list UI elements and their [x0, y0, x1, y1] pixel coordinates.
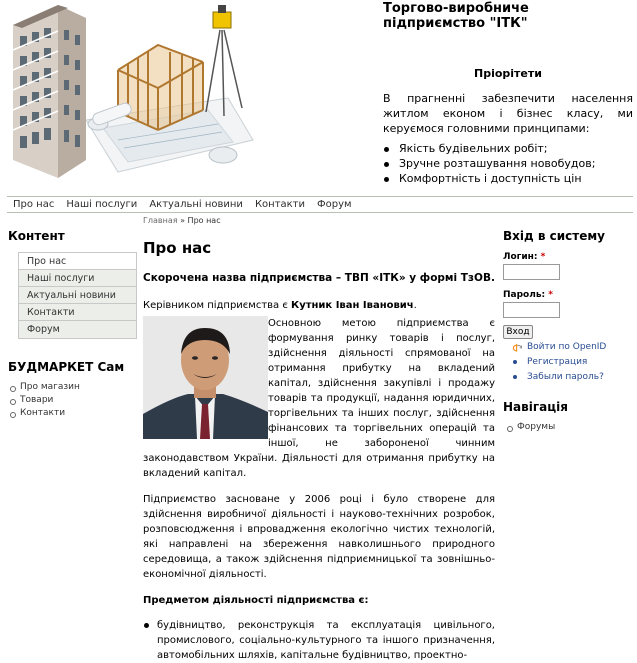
breadcrumb-current: Про нас: [187, 216, 221, 225]
director-prefix: Керівником підприємства є: [143, 300, 292, 311]
forgot-password-link[interactable]: Забыли пароль?: [503, 370, 633, 385]
topnav-forum[interactable]: Форум: [317, 199, 352, 210]
main-content: [143, 216, 495, 663]
content-menu-item-news[interactable]: Актуальні новини: [19, 287, 136, 304]
password-label-text: Пароль:: [503, 290, 546, 300]
openid-link-text: Войти по OpenID: [527, 342, 607, 352]
budmarket-block-title: БУДМАРКЕТ Сам: [8, 360, 125, 374]
company-title: Торгово-виробниче підприємство "ІТК": [383, 1, 529, 31]
director-name: Кутник Іван Іванович: [291, 300, 414, 311]
director-line: [143, 299, 495, 312]
topnav-services[interactable]: Наші послуги: [66, 199, 138, 210]
about-paragraph-1: [143, 316, 495, 481]
list-item: Зручне розташування новобудов;: [383, 156, 633, 171]
priorities-intro: В прагненні забезпечити населення житлом економ і бізнес класу, ми керуємося головними принципами:: [383, 92, 633, 135]
register-link[interactable]: Регистрация: [503, 355, 633, 370]
director-portrait: [143, 316, 268, 439]
content-menu-item-services[interactable]: Наші послуги: [19, 270, 136, 287]
header-hero-image: [8, 0, 253, 180]
budmarket-link-shop[interactable]: Про магазин: [10, 381, 138, 394]
top-navigation: [7, 196, 633, 213]
site-header: [0, 0, 637, 196]
login-button[interactable]: Вход: [503, 325, 533, 339]
director-suffix: .: [413, 300, 417, 311]
content-menu-item-forum[interactable]: Форум: [27, 324, 60, 335]
about-paragraph-1-text: Основною метою підприємства є формування ринку товарів і послуг, здійснення діяльності спрямованої на отримання прибутку на вкладений капітал, здійснення закупівлі і продажу товарів та продукції, надання юридичних, торгівельних та інших послуг, здійснення фінансових та торгівельних операцій та іншої, не забороненої чинним законодавством України. Діяльності для отримання прибутку на вкладений капітал.: [143, 318, 495, 479]
required-mark: *: [548, 290, 553, 300]
content-menu-item-about[interactable]: Про нас: [19, 253, 136, 270]
subject-list: [143, 618, 495, 663]
content-menu-item-contacts[interactable]: Контакти: [19, 304, 136, 321]
breadcrumb-separator: »: [177, 216, 188, 225]
priorities-list: [383, 141, 633, 186]
short-name: Скорочена назва підприємства – ТВП «ІТК» у формі ТзОВ.: [143, 272, 495, 284]
construction-illustration: [8, 0, 253, 180]
content-menu: [18, 252, 137, 339]
openid-link[interactable]: [503, 340, 633, 355]
list-item: Комфортність і доступність цін: [383, 171, 633, 186]
openid-icon: [513, 343, 522, 352]
navigation-block-title: Навігація: [503, 400, 568, 414]
password-input[interactable]: [503, 302, 560, 318]
left-sidebar: [8, 228, 138, 420]
budmarket-links: [10, 381, 138, 420]
navigation-list: [503, 421, 633, 434]
password-label: [503, 290, 633, 300]
content-block-title: Контент: [8, 229, 65, 243]
login-label-text: Логин:: [503, 252, 538, 262]
required-mark: *: [540, 252, 546, 262]
about-paragraph-2: Підприємство засноване у 2006 році і було створене для здійснення виробничої діяльності і науково-технічних розробок, розповсюдження і впровадження екологічно чистих технологій, які направлені на збереження навколишнього природного середовища, а також здійснення підприємницької та зовнішньо-економічної діяльності.: [143, 494, 495, 580]
navigation-item-forums[interactable]: Форумы: [503, 421, 633, 434]
subject-title: Предметом діяльності підприємства є:: [143, 595, 369, 606]
right-sidebar: [503, 228, 633, 434]
page-title: Про нас: [143, 239, 212, 257]
topnav-contacts[interactable]: Контакти: [254, 199, 306, 210]
budmarket-link-goods[interactable]: Товари: [10, 394, 138, 407]
list-item: Якість будівельних робіт;: [383, 141, 633, 156]
priorities-title: Пріорітети: [474, 67, 542, 80]
budmarket-link-contacts[interactable]: Контакти: [10, 407, 138, 420]
breadcrumb-home[interactable]: Главная: [143, 216, 178, 225]
login-links: [503, 340, 633, 385]
topnav-news[interactable]: Актуальні новини: [149, 199, 243, 210]
list-item: будівництво, реконструкція та експлуатація цивільного, промислового, соціально-культурного та іншого призначення, автомобільних шляхів, капітальне будівництво, проектно-: [157, 620, 495, 661]
login-block-title: Вхід в систему: [503, 229, 605, 243]
breadcrumb: [143, 216, 495, 225]
topnav-about[interactable]: Про нас: [13, 199, 55, 210]
login-input[interactable]: [503, 264, 560, 280]
login-label: [503, 252, 633, 262]
